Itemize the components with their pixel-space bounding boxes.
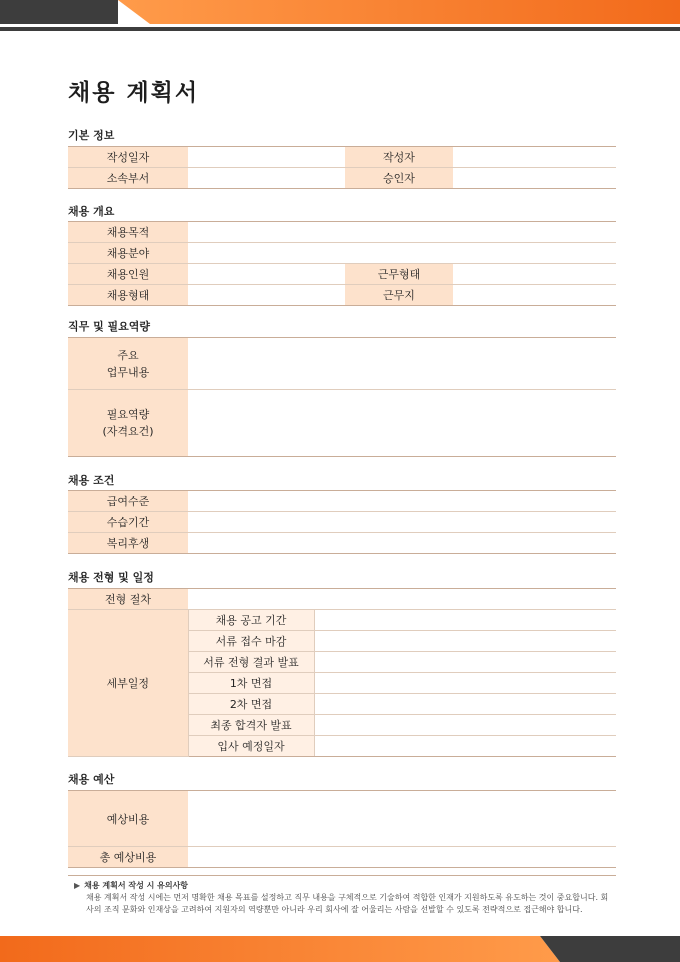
table-row xyxy=(68,147,616,168)
note-box xyxy=(74,880,614,916)
step-field[interactable] xyxy=(314,631,616,652)
triangle-bullet-icon: ▶ xyxy=(74,881,81,890)
bottom-decor-bar xyxy=(0,936,680,962)
schedule-label: 세부일정 xyxy=(68,610,188,757)
field-field[interactable] xyxy=(188,243,616,264)
work-type-field[interactable] xyxy=(453,264,616,285)
page-title: 채용 계획서 xyxy=(68,80,200,106)
welfare-label: 복리후생 xyxy=(68,533,188,554)
section-process: 채용 전형 및 일정 xyxy=(68,571,154,584)
process-table xyxy=(68,588,616,757)
hire-type-label: 채용형태 xyxy=(68,285,188,306)
section-budget: 채용 예산 xyxy=(68,773,115,786)
count-label: 채용인원 xyxy=(68,264,188,285)
section-conditions: 채용 조건 xyxy=(68,474,115,487)
step-label: 2차 면접 xyxy=(188,694,314,715)
section-basic-info: 기본 정보 xyxy=(68,129,115,142)
table-row xyxy=(68,243,616,264)
table-row xyxy=(68,338,616,390)
table-row xyxy=(68,847,616,868)
step-label: 입사 예정일자 xyxy=(188,736,314,757)
step-field[interactable] xyxy=(314,610,616,631)
step-field[interactable] xyxy=(314,694,616,715)
top-decor-bar xyxy=(0,0,680,34)
table-row xyxy=(68,610,616,631)
step-label: 1차 면접 xyxy=(188,673,314,694)
main-task-label-line1: 주요 xyxy=(117,348,139,362)
main-task-label xyxy=(68,338,188,390)
skill-label xyxy=(68,390,188,457)
table-row xyxy=(68,390,616,457)
expected-cost-label: 예상비용 xyxy=(68,791,188,847)
note-title: 채용 계획서 작성 시 유의사항 xyxy=(84,881,189,890)
table-row xyxy=(68,264,616,285)
step-label: 서류 접수 마감 xyxy=(188,631,314,652)
table-row xyxy=(68,791,616,847)
date-label: 작성일자 xyxy=(68,147,188,168)
basic-info-table xyxy=(68,146,616,189)
main-task-label-line2: 업무내용 xyxy=(106,365,150,379)
salary-label: 급여수준 xyxy=(68,491,188,512)
skill-field[interactable] xyxy=(188,390,616,457)
procedure-field[interactable] xyxy=(188,589,616,610)
total-cost-field[interactable] xyxy=(188,847,616,868)
step-field[interactable] xyxy=(314,715,616,736)
purpose-label: 채용목적 xyxy=(68,222,188,243)
step-label: 서류 전형 결과 발표 xyxy=(188,652,314,673)
table-row xyxy=(68,512,616,533)
duty-table xyxy=(68,337,616,457)
procedure-label: 전형 절차 xyxy=(68,589,188,610)
work-type-label: 근무형태 xyxy=(345,264,453,285)
conditions-table xyxy=(68,490,616,554)
salary-field[interactable] xyxy=(188,491,616,512)
field-label: 채용분야 xyxy=(68,243,188,264)
date-field[interactable] xyxy=(188,147,345,168)
count-field[interactable] xyxy=(188,264,345,285)
welfare-field[interactable] xyxy=(188,533,616,554)
writer-field[interactable] xyxy=(453,147,616,168)
table-row xyxy=(68,491,616,512)
skill-label-line2: (자격요건) xyxy=(102,425,154,438)
table-row xyxy=(68,533,616,554)
budget-table xyxy=(68,790,616,868)
step-label: 채용 공고 기간 xyxy=(188,610,314,631)
total-cost-label: 총 예상비용 xyxy=(68,847,188,868)
purpose-field[interactable] xyxy=(188,222,616,243)
step-field[interactable] xyxy=(314,736,616,757)
step-field[interactable] xyxy=(314,652,616,673)
location-label: 근무지 xyxy=(345,285,453,306)
hire-type-field[interactable] xyxy=(188,285,345,306)
table-row xyxy=(68,222,616,243)
step-label: 최종 합격자 발표 xyxy=(188,715,314,736)
writer-label: 작성자 xyxy=(345,147,453,168)
approver-label: 승인자 xyxy=(345,168,453,189)
location-field[interactable] xyxy=(453,285,616,306)
table-row xyxy=(68,168,616,189)
dept-label: 소속부서 xyxy=(68,168,188,189)
probation-field[interactable] xyxy=(188,512,616,533)
step-field[interactable] xyxy=(314,673,616,694)
expected-cost-field[interactable] xyxy=(188,791,616,847)
section-duty: 직무 및 필요역량 xyxy=(68,320,151,333)
dept-field[interactable] xyxy=(188,168,345,189)
approver-field[interactable] xyxy=(453,168,616,189)
table-row xyxy=(68,589,616,610)
section-overview: 채용 개요 xyxy=(68,205,115,218)
overview-table xyxy=(68,221,616,306)
note-body: 채용 계획서 작성 시에는 먼저 명확한 채용 목표를 설정하고 직무 내용을 구체적으로 기술하여 적합한 인재가 지원하도록 유도하는 것이 중요합니다. 회사의 조직 문화와 인재상을 고려하여 지원자의 역량뿐만 아니라 우리 회사에 잘 어울리는 사람을 선발할 수 있도록 전략적으로 접근해야 합니다. xyxy=(86,893,609,914)
probation-label: 수습기간 xyxy=(68,512,188,533)
table-row xyxy=(68,285,616,306)
skill-label-line1: 필요역량 xyxy=(106,408,150,421)
main-task-field[interactable] xyxy=(188,338,616,390)
note-divider xyxy=(68,875,616,876)
